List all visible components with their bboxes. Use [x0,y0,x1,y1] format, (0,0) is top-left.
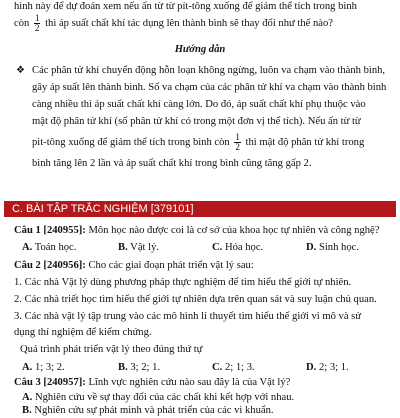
question-2: Câu 2 [240956]: Cho các giai đoạn phát triển vật lý sau: [14,260,254,271]
q2-item-3-cont: dụng thí nghiệm để kiểm chứng. [14,327,152,338]
guide-line-5: pit-tông xuống để giảm thể tích trong bình còn $\frac{1}{2}$ thì mật độ phân tử khí trong [32,133,365,153]
guide-line-4: mật độ phân tử khí (số phân tử khí có trong một đơn vị thể tích). Nếu ấn từ từ [32,116,361,127]
q2-option-b[interactable]: B. 3; 2; 1. [118,362,161,373]
q3-option-b[interactable]: B. Nghiên cứu sự phát minh và phát triển của các vi khuẩn. [22,405,274,416]
guide-line-1: Các phân tử khí chuyển động hỗn loạn không ngừng, luôn va chạm vào thành bình, [32,65,386,76]
guide-line-3: càng nhiều thì áp suất chất khí càng lớn. Do đó, áp suất chất khí phụ thuộc vào [32,99,366,110]
section-header-bar: C. BÀI TẬP TRẮC NGHIỆM [379101] [4,201,396,217]
q1-option-a[interactable]: A. Toán học. [22,242,77,253]
q1-option-d[interactable]: D. Sinh học. [306,242,359,253]
fraction-one-half: $\frac{1}{2}$ [34,14,40,33]
q2-item-3: 3. Các nhà vật lý tập trung vào các mô hình lí thuyết tìm hiểu thế giới vi mô và sử [14,311,362,322]
guide-line-2: gây áp suất lên thành bình. Số va chạm của các phân tử khí va chạm vào thành bình [32,82,387,93]
q1-option-c[interactable]: C. Hóa học. [212,242,264,253]
q1-option-b[interactable]: B. Vật lý. [118,242,160,253]
diamond-bullet-icon: ❖ [16,65,25,76]
q2-option-c[interactable]: C. 2; 1; 3. [212,362,255,373]
question-1: Câu 1 [240955]: Môn học nào được coi là cơ sở của khoa học tự nhiên và công nghệ? [14,225,380,236]
q3-option-a[interactable]: A. Nghiên cứu về sự thay đổi của các chất khi kết hợp với nhau. [22,392,295,403]
guide-heading: Hướng dẫn [174,44,226,55]
question-3: Câu 3 [240957]: Lĩnh vực nghiên cứu nào sau đây là của Vật lý? [14,377,291,388]
fraction-one-half: $\frac{1}{2}$ [235,133,240,153]
intro-line-2: còn $\frac{1}{2}$ thì áp suất chất khí tác dụng lên thành bình sẽ thay đổi như thế nào? [14,14,333,33]
q2-option-a[interactable]: A. 1; 3; 2. [22,362,65,373]
intro-line-1: hình này để dự đoán xem nếu ấn từ từ pít-tông xuống để giảm thể tích trong bình [14,1,357,12]
q2-item-2: 2. Các nhà triết học tìm hiểu thế giới tự nhiên dựa trên quan sát và suy luận chủ quan. [14,294,377,305]
q2-option-d[interactable]: D. 2; 3; 1. [306,362,349,373]
q2-item-1: 1. Các nhà Vật lý dùng phương pháp thực nghiệm để tìm hiểu thế giới tự nhiên. [14,277,352,288]
guide-line-6: bình tăng lên 2 lần và áp suất chất khí trong bình cũng tăng gấp 2. [32,158,312,169]
q2-prompt: Quá trình phát triển vật lý theo đúng thứ tự [20,344,203,355]
